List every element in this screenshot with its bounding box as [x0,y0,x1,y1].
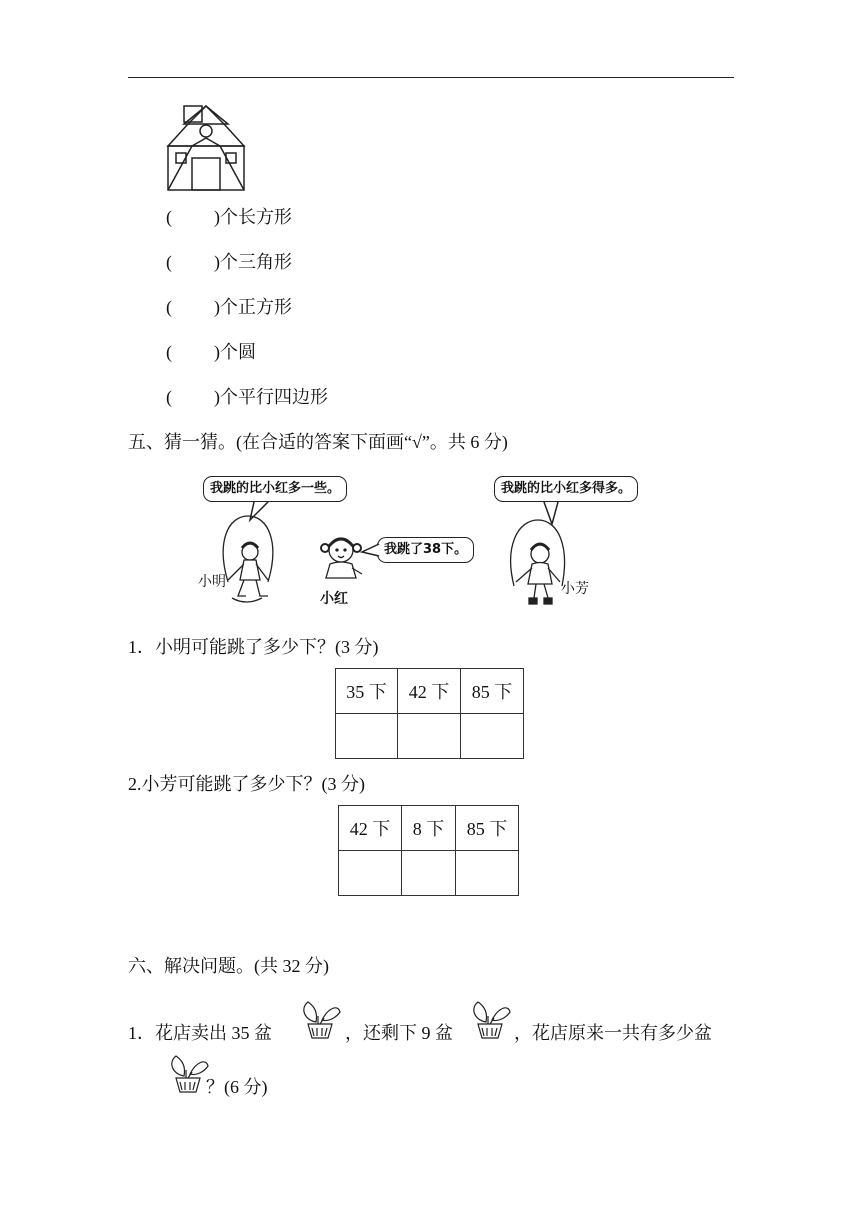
answer-blank-close: ) [214,252,220,272]
shape-item-label: 个长方形 [220,207,292,227]
shape-item-rectangles [166,206,292,228]
option-cell: 35 下 [336,669,398,714]
answer-blank-open: ( [166,387,172,407]
answer-blank-close: ) [214,387,220,407]
shape-item-label: 个圆 [220,342,256,362]
option-cell: 8 下 [402,806,456,851]
option-cell: 42 下 [398,669,461,714]
xiaoming-jump-rope-figure [218,512,278,608]
bubble-xiaofang: 我跳的比小红多得多。 [494,476,638,502]
section6-q1-part2: ，还剩下 9 盆 [345,1023,453,1043]
section6-q1-part4: ？(6 分) [206,1077,268,1097]
answer-cell[interactable] [336,714,398,759]
answer-cell[interactable] [398,714,461,759]
answer-cell[interactable] [339,851,402,896]
shape-item-label: 个平行四边形 [220,387,328,407]
section6-q1-part1: 1．花店卖出 35 盆 [128,1023,272,1043]
answer-blank-close: ) [214,207,220,227]
answer-cell[interactable] [402,851,456,896]
option-cell: 85 下 [456,806,519,851]
section5-title: 五、猜一猜。(在合适的答案下面画“√”。共 6 分) [128,432,508,452]
answer-blank-open: ( [166,207,172,227]
answer-blank-open: ( [166,252,172,272]
potted-plant-icon [166,1052,210,1094]
answer-cell[interactable] [456,851,519,896]
xiaohong-girl-figure [316,530,366,584]
name-xiaohong: 小红 [320,590,348,606]
name-xiaoming: 小明 [198,573,226,589]
section5-question1: 1．小明可能跳了多少下？(3 分) [128,637,379,657]
shape-item-label: 个正方形 [220,297,292,317]
answer-table-q1 [335,668,524,759]
section6-title: 六、解决问题。(共 32 分) [128,956,329,976]
shape-item-squares [166,296,292,318]
top-rule [128,77,734,78]
potted-plant-icon [298,998,342,1040]
answer-table-q2 [338,805,519,896]
shape-item-triangles [166,251,292,273]
answer-blank-close: ) [214,297,220,317]
name-xiaofang: 小芳 [561,580,589,596]
option-cell: 42 下 [339,806,402,851]
bubble-xiaoming: 我跳的比小红多一些。 [203,476,347,502]
shape-item-label: 个三角形 [220,252,292,272]
section5-question2: 2.小芳可能跳了多少下？(3 分) [128,774,365,794]
answer-blank-open: ( [166,342,172,362]
answer-blank-open: ( [166,297,172,317]
answer-blank-close: ) [214,342,220,362]
option-cell: 85 下 [461,669,524,714]
shape-item-parallelograms [166,386,328,408]
potted-plant-icon [468,998,512,1040]
house-figure [166,104,246,192]
shape-item-circles [166,341,256,363]
section6-q1-part3: ，花店原来一共有多少盆 [514,1023,712,1043]
answer-cell[interactable] [461,714,524,759]
bubble-xiaohong: 我跳了38下。 [377,537,474,563]
